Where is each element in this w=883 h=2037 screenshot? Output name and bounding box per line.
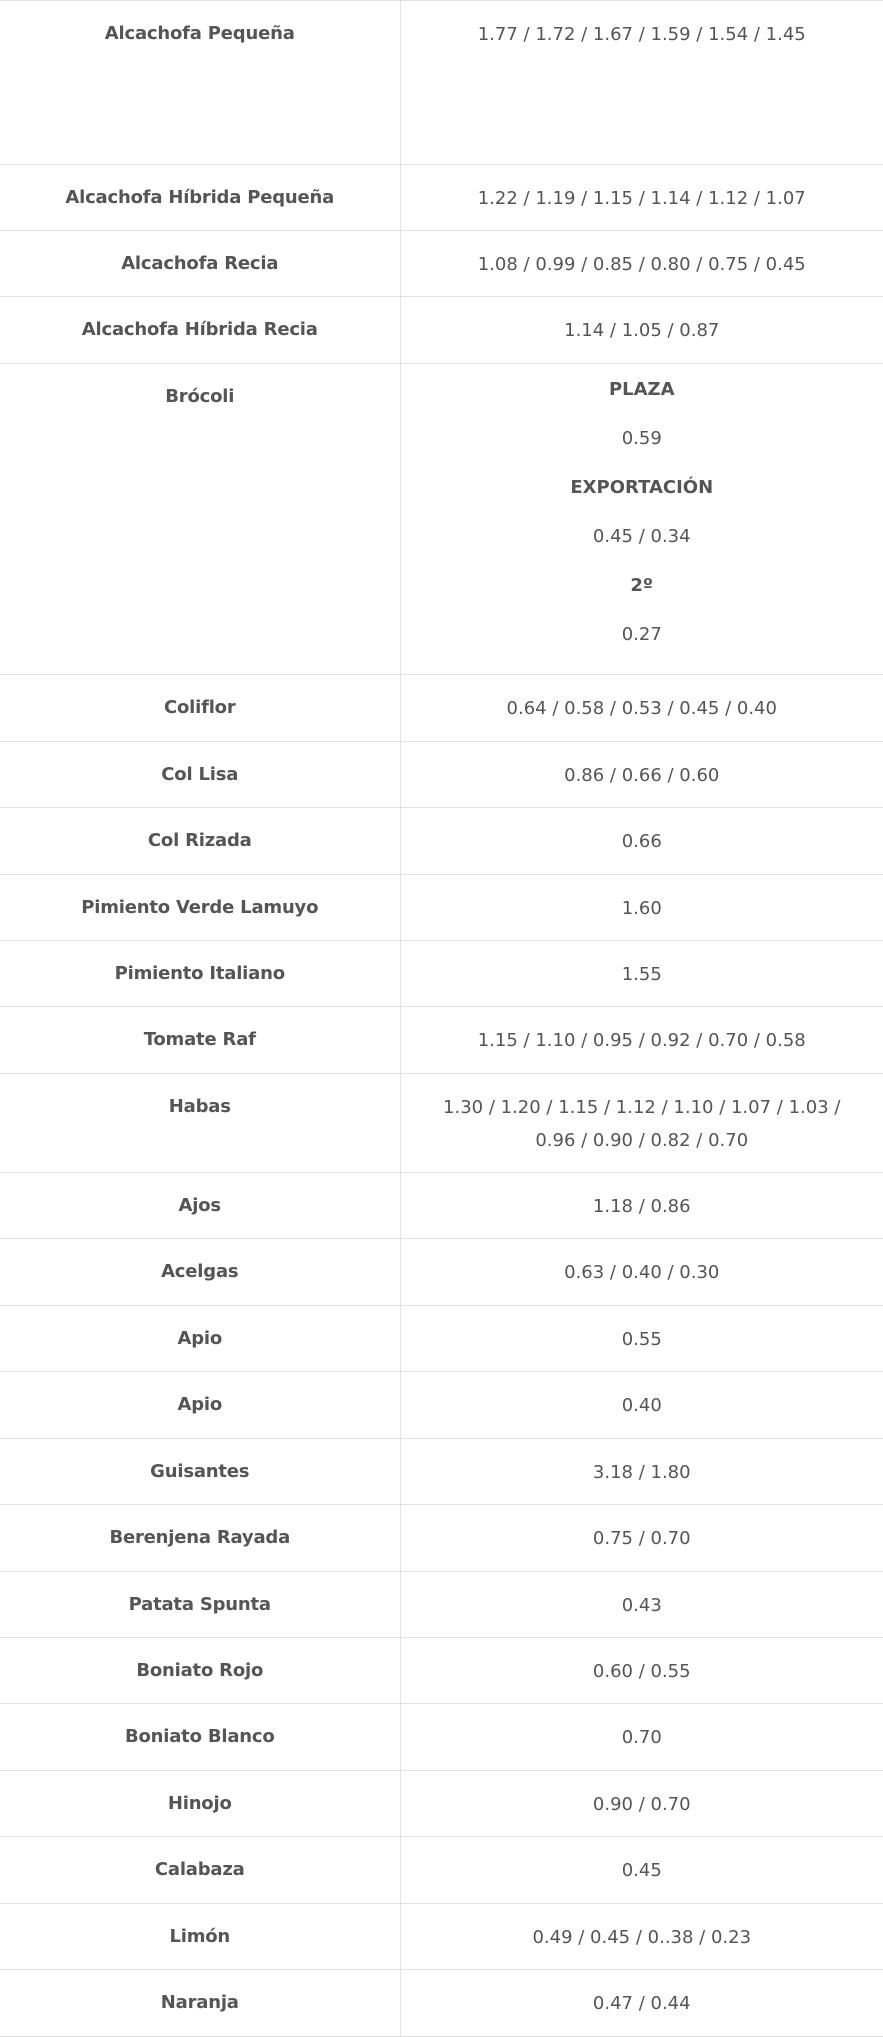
product-name-cell — [0, 742, 400, 808]
product-name: Hinojo — [167, 1793, 232, 1814]
product-price: 1.22 / 1.19 / 1.15 / 1.14 / 1.12 / 1.07 — [477, 188, 806, 209]
product-price: 1.15 / 1.10 / 0.95 / 0.92 / 0.70 / 0.58 — [477, 1030, 806, 1051]
price-category-value: 0.59 — [621, 428, 662, 449]
product-price: 0.63 / 0.40 / 0.30 — [564, 1262, 720, 1283]
product-price: 0.90 / 0.70 — [592, 1794, 691, 1815]
product-price-cell — [400, 364, 883, 675]
product-name-cell — [0, 808, 400, 875]
table-row — [0, 231, 883, 297]
product-price-cell — [400, 1704, 883, 1771]
product-price-cell — [400, 297, 883, 364]
product-price: 0.86 / 0.66 / 0.60 — [564, 765, 720, 786]
table-row — [0, 297, 883, 364]
product-price-cell — [400, 1173, 883, 1239]
table-row — [0, 675, 883, 742]
product-price: 0.55 — [621, 1329, 662, 1350]
table-row — [0, 875, 883, 941]
product-name: Coliflor — [163, 697, 236, 718]
product-price-cell — [400, 1572, 883, 1638]
product-name: Col Lisa — [161, 764, 239, 785]
table-row — [0, 1970, 883, 2037]
price-table-body — [0, 1, 883, 2037]
product-name: Patata Spunta — [128, 1594, 271, 1615]
product-price-cell — [400, 231, 883, 297]
table-row — [0, 1074, 883, 1173]
table-row — [0, 1439, 883, 1505]
product-name: Boniato Blanco — [124, 1726, 275, 1747]
product-name-cell — [0, 1837, 400, 1904]
product-price-cell — [400, 1306, 883, 1372]
product-price-cell — [400, 1771, 883, 1837]
table-row — [0, 1771, 883, 1837]
product-name-cell — [0, 1239, 400, 1306]
product-name-cell — [0, 1372, 400, 1439]
product-name-cell — [0, 1074, 400, 1173]
table-row — [0, 1572, 883, 1638]
product-price-cell — [400, 808, 883, 875]
table-row — [0, 941, 883, 1007]
product-name-cell — [0, 875, 400, 941]
product-price-cell — [400, 1007, 883, 1074]
product-name-cell — [0, 297, 400, 364]
product-price: 1.55 — [621, 964, 662, 985]
table-row — [0, 1904, 883, 1970]
product-price-cell — [400, 1904, 883, 1970]
product-name-cell — [0, 1904, 400, 1970]
product-price: 1.60 — [621, 898, 662, 919]
product-price-cell — [400, 1372, 883, 1439]
table-row — [0, 1505, 883, 1572]
product-price: 0.70 — [621, 1727, 662, 1748]
table-row — [0, 1173, 883, 1239]
product-name: Berenjena Rayada — [109, 1527, 291, 1548]
product-name: Alcachofa Híbrida Pequeña — [65, 187, 335, 208]
product-price-cell — [400, 1, 883, 165]
product-name: Pimiento Verde Lamuyo — [81, 897, 319, 918]
table-row — [0, 1638, 883, 1704]
product-name-cell — [0, 1638, 400, 1704]
product-name-cell — [0, 1704, 400, 1771]
product-price: 0.66 — [621, 831, 662, 852]
product-price: 0.75 / 0.70 — [592, 1528, 691, 1549]
product-price-cell — [400, 675, 883, 742]
table-row — [0, 1837, 883, 1904]
product-price-cell — [400, 1439, 883, 1505]
product-name: Boniato Rojo — [136, 1660, 264, 1681]
table-row — [0, 1372, 883, 1439]
product-name: Alcachofa Pequeña — [104, 23, 295, 44]
product-price: 3.18 / 1.80 — [592, 1462, 691, 1483]
product-name: Naranja — [160, 1992, 239, 2013]
price-category-value: 0.45 / 0.34 — [592, 526, 691, 547]
product-price-cell — [400, 742, 883, 808]
product-price-cell — [400, 1837, 883, 1904]
product-price: 1.30 / 1.20 / 1.15 / 1.12 / 1.10 / 1.07 / 1.03 / 0.96 / 0.90 / 0.82 / 0.70 — [443, 1097, 841, 1151]
product-name: Guisantes — [150, 1461, 250, 1482]
product-price-cell — [400, 1970, 883, 2037]
product-name-cell — [0, 675, 400, 742]
table-row — [0, 1704, 883, 1771]
price-category-label: 2º — [630, 575, 654, 596]
product-price: 0.43 — [621, 1595, 662, 1616]
product-price: 1.14 / 1.05 / 0.87 — [564, 320, 720, 341]
product-name: Limón — [169, 1926, 231, 1947]
product-name-cell — [0, 941, 400, 1007]
table-row — [0, 808, 883, 875]
price-sub-block — [421, 365, 864, 463]
price-category-label: PLAZA — [608, 379, 675, 400]
product-name: Apio — [177, 1394, 223, 1415]
product-price: 1.08 / 0.99 / 0.85 / 0.80 / 0.75 / 0.45 — [477, 254, 806, 275]
product-price: 1.18 / 0.86 — [592, 1196, 691, 1217]
product-price: 0.45 — [621, 1860, 662, 1881]
table-row — [0, 1, 883, 165]
product-name: Brócoli — [165, 386, 235, 407]
product-price: 0.49 / 0.45 / 0..38 / 0.23 — [532, 1927, 752, 1948]
table-row — [0, 165, 883, 231]
product-name: Pimiento Italiano — [114, 963, 285, 984]
product-price: 0.60 / 0.55 — [592, 1661, 691, 1682]
product-price: 0.47 / 0.44 — [592, 1993, 691, 2014]
product-name-cell — [0, 364, 400, 675]
table-row — [0, 364, 883, 675]
product-name-cell — [0, 1306, 400, 1372]
product-name: Alcachofa Recia — [121, 253, 279, 274]
product-name-cell — [0, 165, 400, 231]
product-name-cell — [0, 1970, 400, 2037]
product-name: Ajos — [178, 1195, 221, 1216]
product-price: 1.77 / 1.72 / 1.67 / 1.59 / 1.54 / 1.45 — [477, 24, 806, 45]
price-category-value: 0.27 — [621, 624, 662, 645]
product-name-cell — [0, 1439, 400, 1505]
product-name-cell — [0, 1007, 400, 1074]
product-name: Tomate Raf — [143, 1029, 256, 1050]
price-sub-block — [421, 561, 864, 659]
product-name-cell — [0, 1572, 400, 1638]
product-price-cell — [400, 875, 883, 941]
product-name-cell — [0, 1505, 400, 1572]
price-sub-block — [421, 463, 864, 561]
product-price-cell — [400, 941, 883, 1007]
product-price: 0.40 — [621, 1395, 662, 1416]
product-price-cell — [400, 165, 883, 231]
product-name: Apio — [177, 1328, 223, 1349]
table-row — [0, 1306, 883, 1372]
product-name-cell — [0, 1173, 400, 1239]
product-name: Alcachofa Híbrida Recia — [81, 319, 318, 340]
table-row — [0, 742, 883, 808]
product-price: 0.64 / 0.58 / 0.53 / 0.45 / 0.40 — [506, 698, 777, 719]
product-price-cell — [400, 1505, 883, 1572]
product-price-cell — [400, 1074, 883, 1173]
price-category-label: EXPORTACIÓN — [570, 477, 714, 498]
product-name-cell — [0, 1771, 400, 1837]
product-name: Acelgas — [161, 1261, 239, 1282]
product-name-cell — [0, 1, 400, 165]
product-name: Col Rizada — [147, 830, 252, 851]
product-price-cell — [400, 1239, 883, 1306]
product-price-cell — [400, 1638, 883, 1704]
table-row — [0, 1007, 883, 1074]
product-name: Habas — [168, 1096, 231, 1117]
table-row — [0, 1239, 883, 1306]
product-name-cell — [0, 231, 400, 297]
product-name: Calabaza — [154, 1859, 245, 1880]
